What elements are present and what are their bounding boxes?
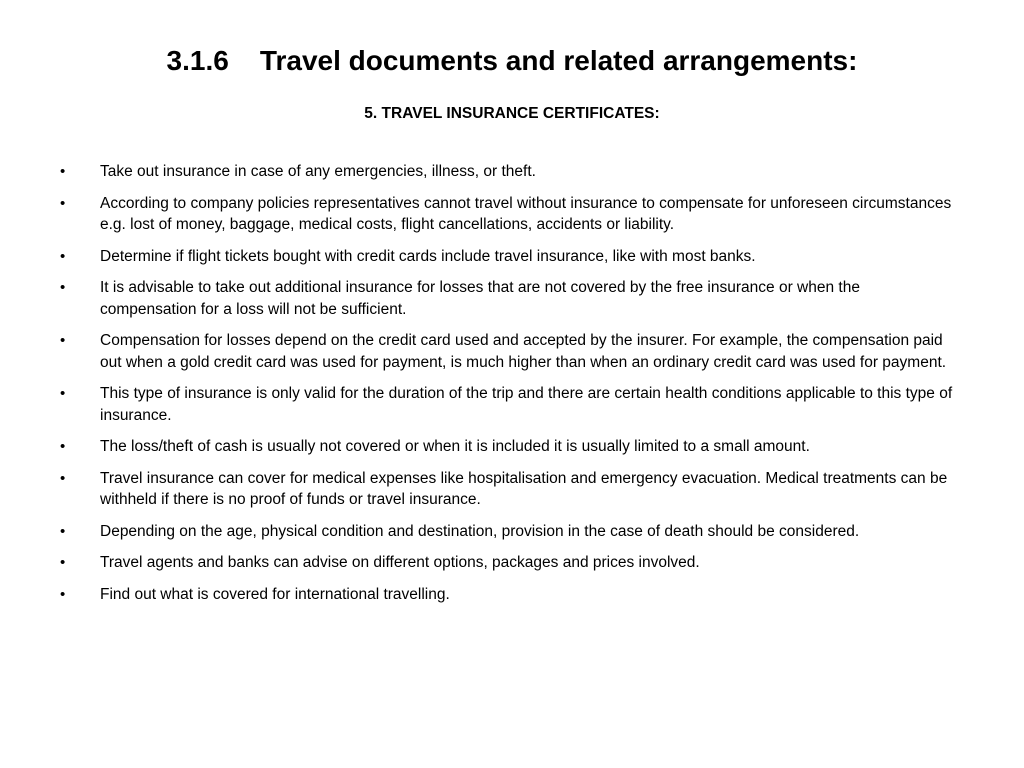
- list-item: [60, 193, 960, 236]
- bullet-text: Compensation for losses depend on the credit card used and accepted by the insurer. For example, the compensation paid out when a gold credit card was used for payment, is much higher than when an ordinary credit card was used for payment.: [100, 332, 947, 371]
- bullet-text: Travel agents and banks can advise on different options, packages and prices involved.: [100, 554, 700, 571]
- bullet-text: It is advisable to take out additional insurance for losses that are not covered by the free insurance or when the compensation for a loss will not be sufficient.: [100, 279, 860, 318]
- bullet-icon: •: [60, 385, 66, 402]
- slide-subtitle: 5. TRAVEL INSURANCE CERTIFICATES:: [364, 105, 660, 122]
- bullet-text: Depending on the age, physical condition and destination, provision in the case of death should be considered.: [100, 522, 860, 540]
- list-item: [60, 521, 960, 543]
- list-item: [60, 468, 960, 511]
- bullet-text: Travel insurance can cover for medical expenses like hospitalisation and emergency evacuation. Medical treatments can be withheld if there is no proof of funds or travel insurance.: [100, 469, 948, 508]
- list-item: [60, 330, 960, 373]
- bullet-text: Take out insurance in case of any emergencies, illness, or theft.: [100, 163, 536, 180]
- bullet-text: Determine if flight tickets bought with credit cards include travel insurance, like with most banks.: [100, 247, 756, 265]
- bullet-icon: •: [60, 469, 66, 487]
- list-item: [60, 552, 960, 574]
- bullet-icon: •: [60, 522, 66, 540]
- bullet-icon: •: [60, 163, 66, 180]
- bullet-icon: •: [60, 279, 66, 296]
- bullet-icon: •: [60, 247, 66, 265]
- bullet-text: Find out what is covered for international travelling.: [100, 585, 450, 603]
- list-item: [60, 277, 960, 320]
- list-item: [60, 161, 960, 183]
- bullet-text: This type of insurance is only valid for the duration of the trip and there are certain health conditions applicable to this type of insurance.: [100, 385, 953, 424]
- bullet-list: [60, 161, 960, 615]
- bullet-text: The loss/theft of cash is usually not covered or when it is included it is usually limited to a small amount.: [100, 438, 810, 455]
- bullet-icon: •: [60, 332, 66, 349]
- bullet-icon: •: [60, 585, 66, 603]
- bullet-icon: •: [60, 438, 66, 455]
- list-item: [60, 584, 960, 606]
- bullet-text: According to company policies representatives cannot travel without insurance to compensate for unforeseen circumstances e.g. lost of money, baggage, medical costs, flight cancellations, accidents or liability.: [100, 194, 952, 233]
- bullet-icon: •: [60, 554, 66, 571]
- bullet-icon: •: [60, 194, 66, 212]
- slide-title: 3.1.6 Travel documents and related arrangements:: [166, 45, 858, 76]
- list-item: [60, 383, 960, 426]
- list-item: [60, 436, 960, 458]
- list-item: [60, 246, 960, 268]
